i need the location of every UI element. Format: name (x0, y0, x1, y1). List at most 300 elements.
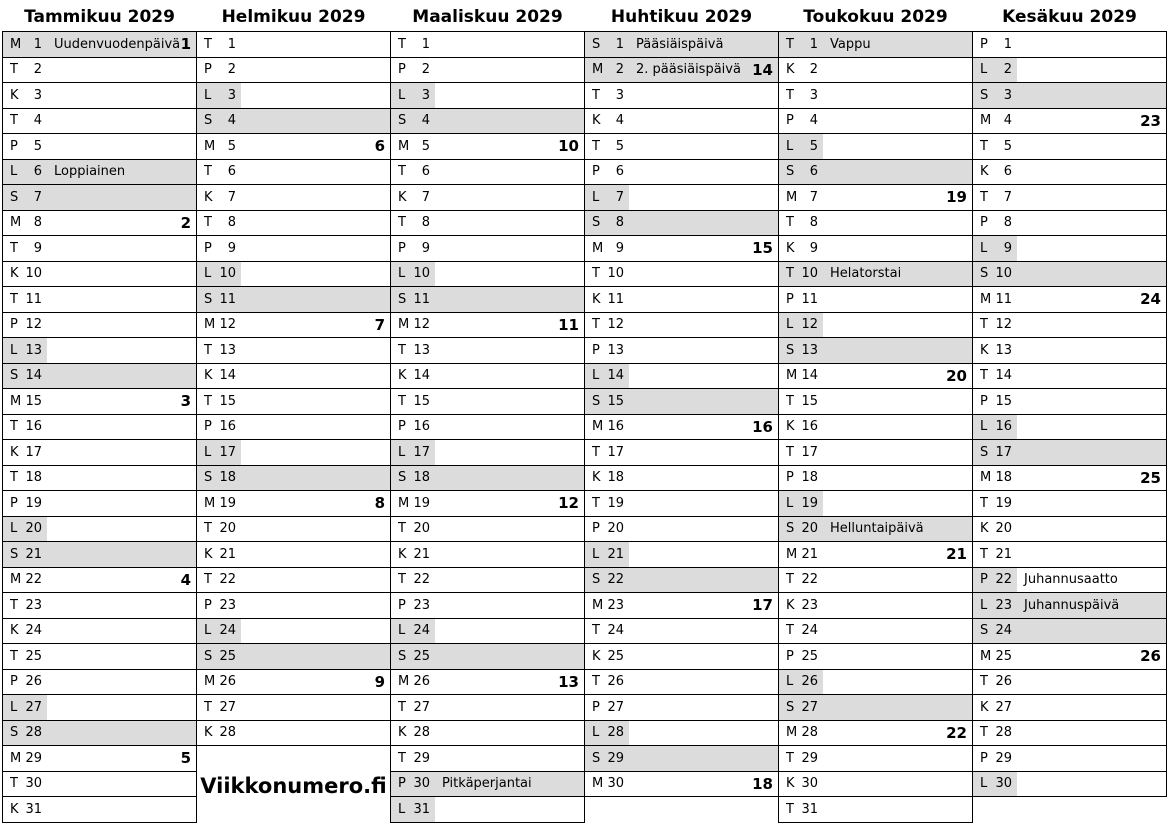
day-cell (973, 593, 1017, 618)
weekday-letter: T (10, 113, 18, 129)
day-number: 13 (25, 342, 42, 358)
day-row (391, 236, 584, 262)
day-row (391, 109, 584, 135)
day-row (391, 466, 584, 492)
day-number: 2 (615, 62, 624, 78)
day-row (585, 542, 778, 568)
day-cell (3, 236, 47, 261)
day-cell (3, 644, 47, 669)
day-row (779, 211, 972, 237)
month-column (196, 3, 391, 798)
day-cell (779, 695, 823, 720)
day-number: 25 (995, 648, 1012, 664)
day-row (779, 109, 972, 135)
day-cell (585, 466, 629, 491)
weekday-letter: T (204, 572, 212, 588)
day-number: 26 (995, 674, 1012, 690)
day-row (585, 389, 778, 415)
day-number: 10 (25, 266, 42, 282)
day-cell (197, 313, 241, 338)
weekday-letter: L (204, 87, 212, 103)
weekday-letter: L (204, 266, 212, 282)
day-row (973, 389, 1166, 415)
weekday-letter: T (204, 393, 212, 409)
day-number: 14 (219, 368, 236, 384)
day-cell (779, 440, 823, 465)
weekday-letter: K (980, 164, 989, 180)
day-number: 4 (421, 113, 430, 129)
weekday-letter: M (398, 317, 410, 333)
day-row (973, 440, 1166, 466)
day-number: 5 (227, 138, 236, 154)
day-cell (779, 109, 823, 134)
day-row (973, 772, 1166, 797)
day-cell (3, 83, 47, 108)
day-cell (585, 389, 629, 414)
day-cell (391, 134, 435, 159)
day-row (585, 670, 778, 696)
weekday-letter: P (592, 342, 600, 358)
day-number: 30 (607, 776, 624, 792)
weekday-letter: M (980, 113, 992, 129)
weekday-letter: T (786, 444, 794, 460)
day-number: 21 (607, 546, 624, 562)
day-row (3, 593, 196, 619)
day-number: 2 (227, 62, 236, 78)
day-row (3, 542, 196, 568)
weekday-letter: T (398, 750, 406, 766)
weekday-letter: K (786, 597, 795, 613)
day-row (585, 185, 778, 211)
day-number: 20 (995, 521, 1012, 537)
day-row (3, 466, 196, 492)
holiday-label: Juhannuspäivä (1024, 597, 1120, 613)
week-number: 11 (558, 315, 579, 334)
day-row (585, 517, 778, 543)
day-number: 18 (25, 470, 42, 486)
day-row (197, 313, 390, 339)
day-cell (3, 517, 47, 542)
day-row (3, 568, 196, 594)
weekday-letter: S (786, 164, 795, 180)
weekday-letter: T (592, 138, 600, 154)
day-cell (585, 160, 629, 185)
day-row (973, 695, 1166, 721)
day-cell (197, 287, 241, 312)
day-cell (391, 415, 435, 440)
weekday-letter: L (980, 776, 988, 792)
day-number: 14 (801, 368, 818, 384)
day-number: 8 (33, 215, 42, 231)
day-cell (197, 415, 241, 440)
holiday-label: Helatorstai (830, 266, 902, 282)
weekday-letter: K (786, 240, 795, 256)
day-cell (585, 721, 629, 746)
day-cell (973, 185, 1017, 210)
weekday-letter: P (980, 750, 988, 766)
weekday-letter: M (204, 317, 216, 333)
day-row (391, 338, 584, 364)
day-cell (585, 491, 629, 516)
day-row (585, 160, 778, 186)
day-row (585, 338, 778, 364)
day-row (779, 338, 972, 364)
day-cell (973, 517, 1017, 542)
day-row (973, 542, 1166, 568)
weekday-letter: P (980, 393, 988, 409)
day-cell (197, 185, 241, 210)
day-cell (779, 262, 823, 287)
day-number: 26 (607, 674, 624, 690)
day-number: 24 (25, 623, 42, 639)
day-row (197, 695, 390, 721)
weekday-letter: M (592, 776, 604, 792)
day-number: 5 (809, 138, 818, 154)
day-number: 3 (33, 87, 42, 103)
day-row (973, 211, 1166, 237)
weekday-letter: P (592, 699, 600, 715)
day-cell (197, 695, 241, 720)
day-row (391, 695, 584, 721)
day-number: 3 (809, 87, 818, 103)
day-cell (391, 466, 435, 491)
day-cell (391, 287, 435, 312)
month-title: Kesäkuu 2029 (1002, 7, 1137, 27)
day-number: 14 (413, 368, 430, 384)
day-cell (3, 593, 47, 618)
weekday-letter: T (10, 470, 18, 486)
day-number: 24 (413, 623, 430, 639)
weekday-letter: T (786, 572, 794, 588)
day-number: 8 (809, 215, 818, 231)
month-title: Tammikuu 2029 (24, 7, 175, 27)
week-number: 9 (374, 672, 385, 691)
day-row (391, 262, 584, 288)
day-cell (585, 134, 629, 159)
weekday-letter: P (398, 419, 406, 435)
day-row (391, 313, 584, 339)
day-cell (779, 491, 823, 516)
day-number: 31 (25, 801, 42, 817)
weekday-letter: T (204, 215, 212, 231)
day-row (585, 32, 778, 58)
day-row (391, 644, 584, 670)
day-number: 20 (801, 521, 818, 537)
weekday-letter: T (10, 419, 18, 435)
day-number: 1 (33, 36, 42, 52)
day-row (779, 313, 972, 339)
day-number: 9 (1003, 240, 1012, 256)
day-row (973, 364, 1166, 390)
weekday-letter: L (980, 597, 988, 613)
weekday-letter: K (980, 521, 989, 537)
day-cell (197, 364, 241, 389)
day-cell (3, 670, 47, 695)
day-number: 29 (801, 750, 818, 766)
day-row (391, 185, 584, 211)
day-row (197, 58, 390, 84)
day-row (585, 262, 778, 288)
day-number: 17 (25, 444, 42, 460)
weekday-letter: P (10, 138, 18, 154)
day-row (197, 517, 390, 543)
month-column (390, 3, 585, 823)
day-row (779, 593, 972, 619)
weekday-letter: M (592, 597, 604, 613)
site-logo[interactable]: Viikkonumero.fi (200, 774, 387, 798)
day-cell (973, 364, 1017, 389)
weekday-letter: S (398, 648, 407, 664)
day-row (391, 134, 584, 160)
day-cell (391, 185, 435, 210)
weekday-letter: P (204, 240, 212, 256)
day-number: 15 (219, 393, 236, 409)
month-table (584, 31, 779, 797)
weekday-letter: S (592, 215, 601, 231)
weekday-letter: M (592, 419, 604, 435)
day-number: 3 (227, 87, 236, 103)
weekday-letter: M (10, 393, 22, 409)
day-cell (779, 236, 823, 261)
weekday-letter: L (10, 164, 18, 180)
day-number: 15 (25, 393, 42, 409)
day-cell (779, 797, 823, 822)
day-row (973, 32, 1166, 58)
weekday-letter: L (592, 189, 600, 205)
day-row (391, 772, 584, 798)
weekday-letter: T (10, 597, 18, 613)
day-row (585, 109, 778, 135)
day-number: 11 (801, 291, 818, 307)
holiday-label: Helluntaipäivä (830, 521, 924, 537)
day-row (585, 593, 778, 619)
day-row (197, 160, 390, 186)
day-number: 15 (413, 393, 430, 409)
day-number: 7 (421, 189, 430, 205)
day-number: 20 (413, 521, 430, 537)
day-row (391, 211, 584, 237)
weekday-letter: K (398, 725, 407, 741)
day-cell (585, 644, 629, 669)
day-cell (3, 619, 47, 644)
day-cell (3, 364, 47, 389)
weekday-letter: S (204, 113, 213, 129)
day-cell (585, 746, 629, 771)
month-table (390, 31, 585, 823)
day-number: 16 (25, 419, 42, 435)
weekday-letter: T (10, 776, 18, 792)
day-row (973, 593, 1166, 619)
day-row (973, 236, 1166, 262)
day-row (197, 568, 390, 594)
day-row (197, 338, 390, 364)
weekday-letter: L (786, 317, 794, 333)
weekday-letter: K (10, 266, 19, 282)
day-cell (391, 109, 435, 134)
day-number: 6 (33, 164, 42, 180)
day-row (779, 772, 972, 798)
day-row (391, 83, 584, 109)
holiday-label: Loppiainen (54, 164, 126, 180)
day-row (779, 160, 972, 186)
day-row (3, 440, 196, 466)
day-cell (391, 619, 435, 644)
month-column (778, 3, 973, 823)
weekday-letter: K (10, 801, 19, 817)
day-number: 12 (219, 317, 236, 333)
day-cell (197, 389, 241, 414)
day-row (585, 440, 778, 466)
weekday-letter: L (980, 240, 988, 256)
weekday-letter: S (204, 291, 213, 307)
day-cell (973, 338, 1017, 363)
day-row (391, 32, 584, 58)
weekday-letter: S (786, 699, 795, 715)
day-number: 17 (219, 444, 236, 460)
weekday-letter: S (786, 521, 795, 537)
month-table (778, 31, 973, 823)
day-number: 14 (25, 368, 42, 384)
day-number: 21 (995, 546, 1012, 562)
weekday-letter: L (786, 674, 794, 690)
weekday-letter: M (786, 189, 798, 205)
day-row (197, 644, 390, 670)
day-cell (585, 32, 629, 57)
day-cell (3, 58, 47, 83)
day-row (3, 83, 196, 109)
weekday-letter: T (10, 240, 18, 256)
day-cell (197, 58, 241, 83)
day-row (973, 160, 1166, 186)
weekday-letter: T (398, 215, 406, 231)
weekday-letter: T (398, 393, 406, 409)
day-row (973, 415, 1166, 441)
weekday-letter: T (786, 623, 794, 639)
day-cell (3, 211, 47, 236)
day-row (197, 83, 390, 109)
week-number: 25 (1140, 468, 1161, 487)
day-row (585, 491, 778, 517)
day-row (3, 58, 196, 84)
weekday-letter: P (980, 36, 988, 52)
weekday-letter: L (204, 623, 212, 639)
day-number: 3 (615, 87, 624, 103)
day-number: 30 (413, 776, 430, 792)
weekday-letter: T (204, 699, 212, 715)
weekday-letter: L (10, 342, 18, 358)
day-number: 13 (413, 342, 430, 358)
weekday-letter: M (204, 674, 216, 690)
day-cell (585, 109, 629, 134)
day-row (585, 695, 778, 721)
day-number: 12 (995, 317, 1012, 333)
day-number: 25 (25, 648, 42, 664)
day-cell (197, 32, 241, 57)
day-cell (973, 619, 1017, 644)
day-number: 9 (227, 240, 236, 256)
day-row (197, 185, 390, 211)
day-number: 13 (607, 342, 624, 358)
day-number: 27 (607, 699, 624, 715)
day-number: 18 (607, 470, 624, 486)
day-row (779, 32, 972, 58)
day-number: 17 (995, 444, 1012, 460)
day-cell (973, 440, 1017, 465)
weekday-letter: P (10, 495, 18, 511)
day-number: 4 (1003, 113, 1012, 129)
weekday-letter: P (10, 674, 18, 690)
day-cell (973, 83, 1017, 108)
month-column (584, 3, 779, 797)
weekday-letter: P (786, 648, 794, 664)
day-row (585, 364, 778, 390)
day-number: 13 (219, 342, 236, 358)
weekday-letter: P (786, 470, 794, 486)
week-number: 7 (374, 315, 385, 334)
day-cell (391, 491, 435, 516)
day-cell (973, 542, 1017, 567)
day-row (779, 568, 972, 594)
day-cell (585, 695, 629, 720)
day-row (3, 517, 196, 543)
day-cell (779, 542, 823, 567)
day-cell (3, 134, 47, 159)
weekday-letter: P (398, 240, 406, 256)
month-column (972, 3, 1167, 797)
month-table (196, 31, 391, 746)
day-cell (3, 338, 47, 363)
weekday-letter: M (204, 495, 216, 511)
day-number: 25 (607, 648, 624, 664)
day-cell (779, 721, 823, 746)
day-row (3, 134, 196, 160)
day-cell (585, 236, 629, 261)
weekday-letter: T (398, 572, 406, 588)
day-row (197, 109, 390, 135)
day-number: 28 (413, 725, 430, 741)
day-number: 4 (33, 113, 42, 129)
weekday-letter: L (980, 419, 988, 435)
day-row (391, 364, 584, 390)
day-row (585, 721, 778, 747)
day-number: 24 (607, 623, 624, 639)
day-row (3, 389, 196, 415)
day-row (585, 619, 778, 645)
day-cell (391, 542, 435, 567)
weekday-letter: S (10, 368, 19, 384)
day-cell (973, 466, 1017, 491)
day-row (779, 83, 972, 109)
weekday-letter: M (10, 215, 22, 231)
weekday-letter: T (786, 750, 794, 766)
holiday-label: 2. pääsiäispäivä (636, 62, 741, 78)
weekday-letter: M (592, 62, 604, 78)
weekday-letter: S (10, 546, 19, 562)
weekday-letter: M (398, 674, 410, 690)
day-cell (197, 619, 241, 644)
week-number: 13 (558, 672, 579, 691)
day-number: 16 (995, 419, 1012, 435)
day-number: 19 (25, 495, 42, 511)
day-row (197, 287, 390, 313)
day-number: 1 (809, 36, 818, 52)
day-number: 9 (33, 240, 42, 256)
day-cell (779, 619, 823, 644)
day-cell (391, 721, 435, 746)
weekday-letter: T (786, 801, 794, 817)
day-row (973, 619, 1166, 645)
day-cell (391, 517, 435, 542)
